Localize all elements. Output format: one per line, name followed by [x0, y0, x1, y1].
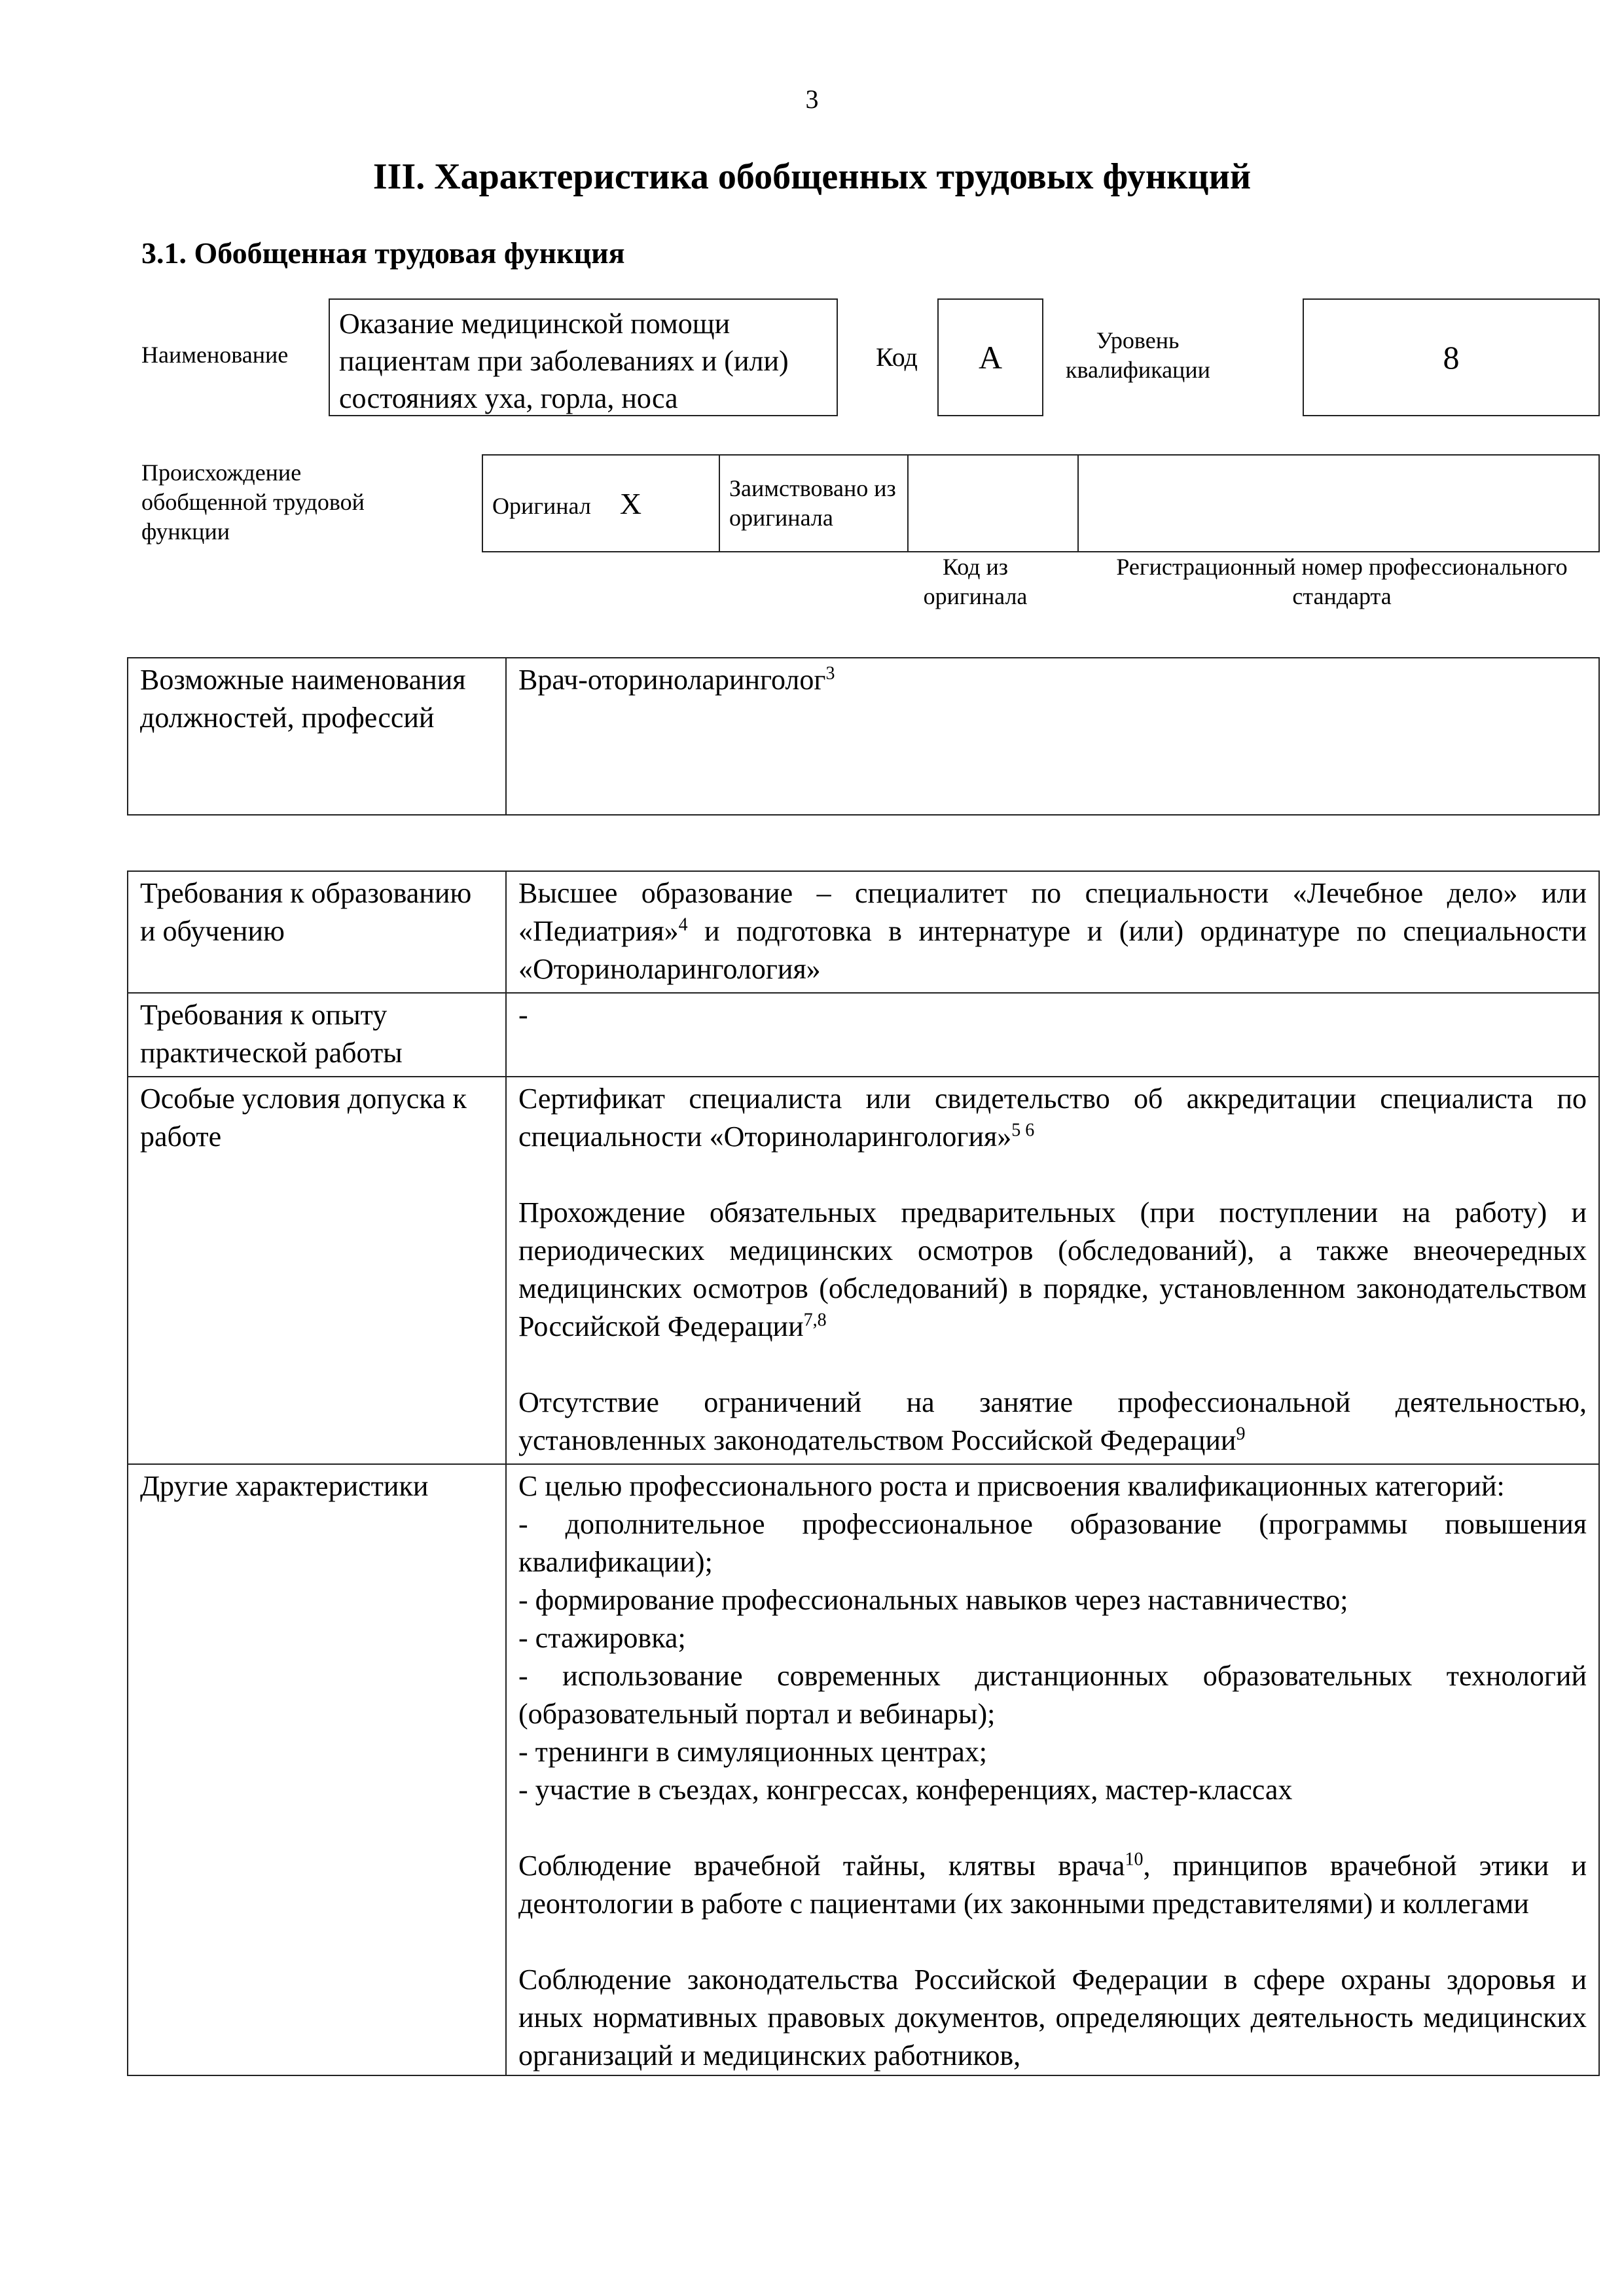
- education-footnote: 4: [678, 914, 688, 935]
- original-mark: X: [619, 486, 642, 520]
- code-value: A: [937, 298, 1043, 416]
- list-item: - участие в съездах, конгрессах, конференциях, мастер-классах: [518, 1774, 1293, 1806]
- other-intro: С целью профессионального роста и присвоения квалификационных категорий:: [518, 1470, 1505, 1502]
- origin-label: Происхождение обобщенной трудовой функции: [141, 459, 365, 545]
- special-text-1: Сертификат специалиста или свидетельство об аккредитации специалиста по специальности «Оториноларингология»: [518, 1083, 1587, 1153]
- other-text-2a: Соблюдение врачебной тайны, клятвы врача: [518, 1850, 1125, 1882]
- list-item: - использование современных дистанционных образовательных технологий (образовательный портал и вебинары);: [518, 1660, 1587, 1730]
- other-text-2b: , принципов врачебной этики и деонтологии в работе с пациентами (их законными представителями) и коллегами: [518, 1850, 1587, 1920]
- special-paragraph: [518, 1194, 1587, 1346]
- origin-original-cell: [482, 455, 719, 552]
- other-paragraph-3: Соблюдение законодательства Российской Федерации в сфере охраны здоровья и иных нормативных правовых документов, определяющих деятельность медицинских организаций и медицинских работников,: [518, 1964, 1587, 2072]
- list-item: - тренинги в симуляционных центрах;: [518, 1736, 988, 1768]
- borrowed-label: Заимствовано из оригинала: [719, 455, 908, 552]
- origin-code-cell: [908, 455, 1078, 552]
- table-row: [128, 993, 1599, 1077]
- education-text-part1: Высшее образование – специалитет по специальности «Лечебное дело» или «Педиатрия»: [518, 877, 1587, 947]
- education-text-part2: и подготовка в интернатуре и (или) ординатуре по специальности «Оториноларингология»: [518, 915, 1587, 985]
- experience-value: -: [506, 993, 1599, 1077]
- requirements-table: [127, 870, 1600, 2076]
- positions-footnote: 3: [825, 663, 835, 684]
- code-label: Код: [876, 342, 918, 372]
- education-value-cell: [506, 871, 1599, 993]
- other-characteristics-value-cell: [506, 1464, 1599, 2075]
- special-conditions-value-cell: [506, 1077, 1599, 1464]
- education-label: Требования к образованию и обучению: [128, 871, 506, 993]
- page-number: 3: [805, 84, 819, 114]
- subsection-title: 3.1. Обобщенная трудовая функция: [141, 236, 625, 270]
- special-paragraph: [518, 1080, 1587, 1156]
- table-row: [128, 1464, 1599, 2075]
- other-block: [518, 1467, 1587, 1809]
- special-paragraph: [518, 1384, 1587, 1460]
- code-from-original-caption: Код из оригинала: [923, 554, 1028, 609]
- table-row: [128, 871, 1599, 993]
- special-footnote-2: 7,8: [803, 1310, 827, 1331]
- list-item: - стажировка;: [518, 1622, 686, 1654]
- special-text-2: Прохождение обязательных предварительных (при поступлении на работу) и периодических медицинских осмотров (обследований), а также внеочередных медицинских осмотров (обследований) в порядке, установленном законодательством Российской Федерации: [518, 1196, 1587, 1342]
- experience-label: Требования к опыту практической работы: [128, 993, 506, 1077]
- special-footnote-3: 9: [1236, 1424, 1246, 1444]
- origin-table: [482, 454, 1600, 552]
- qualification-level-label: Уровень квалификации: [1066, 327, 1210, 383]
- qualification-level-value: 8: [1303, 298, 1600, 416]
- name-label: Наименование: [141, 342, 289, 368]
- function-name-value: Оказание медицинской помощи пациентам при заболеваниях и (или) состояниях уха, горла, носа: [329, 298, 838, 416]
- positions-label: Возможные наименования должностей, профессий: [128, 658, 506, 815]
- special-conditions-label: Особые условия допуска к работе: [128, 1077, 506, 1464]
- original-label: Оригинал: [492, 492, 591, 519]
- section-title: III. Характеристика обобщенных трудовых функций: [372, 156, 1252, 197]
- registration-number-caption: Регистрационный номер профессионального стандарта: [1116, 554, 1568, 609]
- list-item: - дополнительное профессиональное образование (программы повышения квалификации);: [518, 1508, 1587, 1578]
- positions-value: Врач-оториноларинголог: [518, 664, 826, 696]
- other-characteristics-label: Другие характеристики: [128, 1464, 506, 2075]
- positions-value-cell: [506, 658, 1599, 815]
- registration-number-cell: [1078, 455, 1599, 552]
- table-row: [128, 1077, 1599, 1464]
- special-text-3: Отсутствие ограничений на занятие профессиональной деятельностью, установленных законодательством Российской Федерации: [518, 1386, 1587, 1456]
- special-footnote-1: 5 6: [1011, 1120, 1035, 1141]
- positions-table: [127, 657, 1600, 816]
- other-paragraph-2: [518, 1847, 1587, 1923]
- other-footnote: 10: [1125, 1849, 1144, 1870]
- list-item: - формирование профессиональных навыков через наставничество;: [518, 1584, 1348, 1616]
